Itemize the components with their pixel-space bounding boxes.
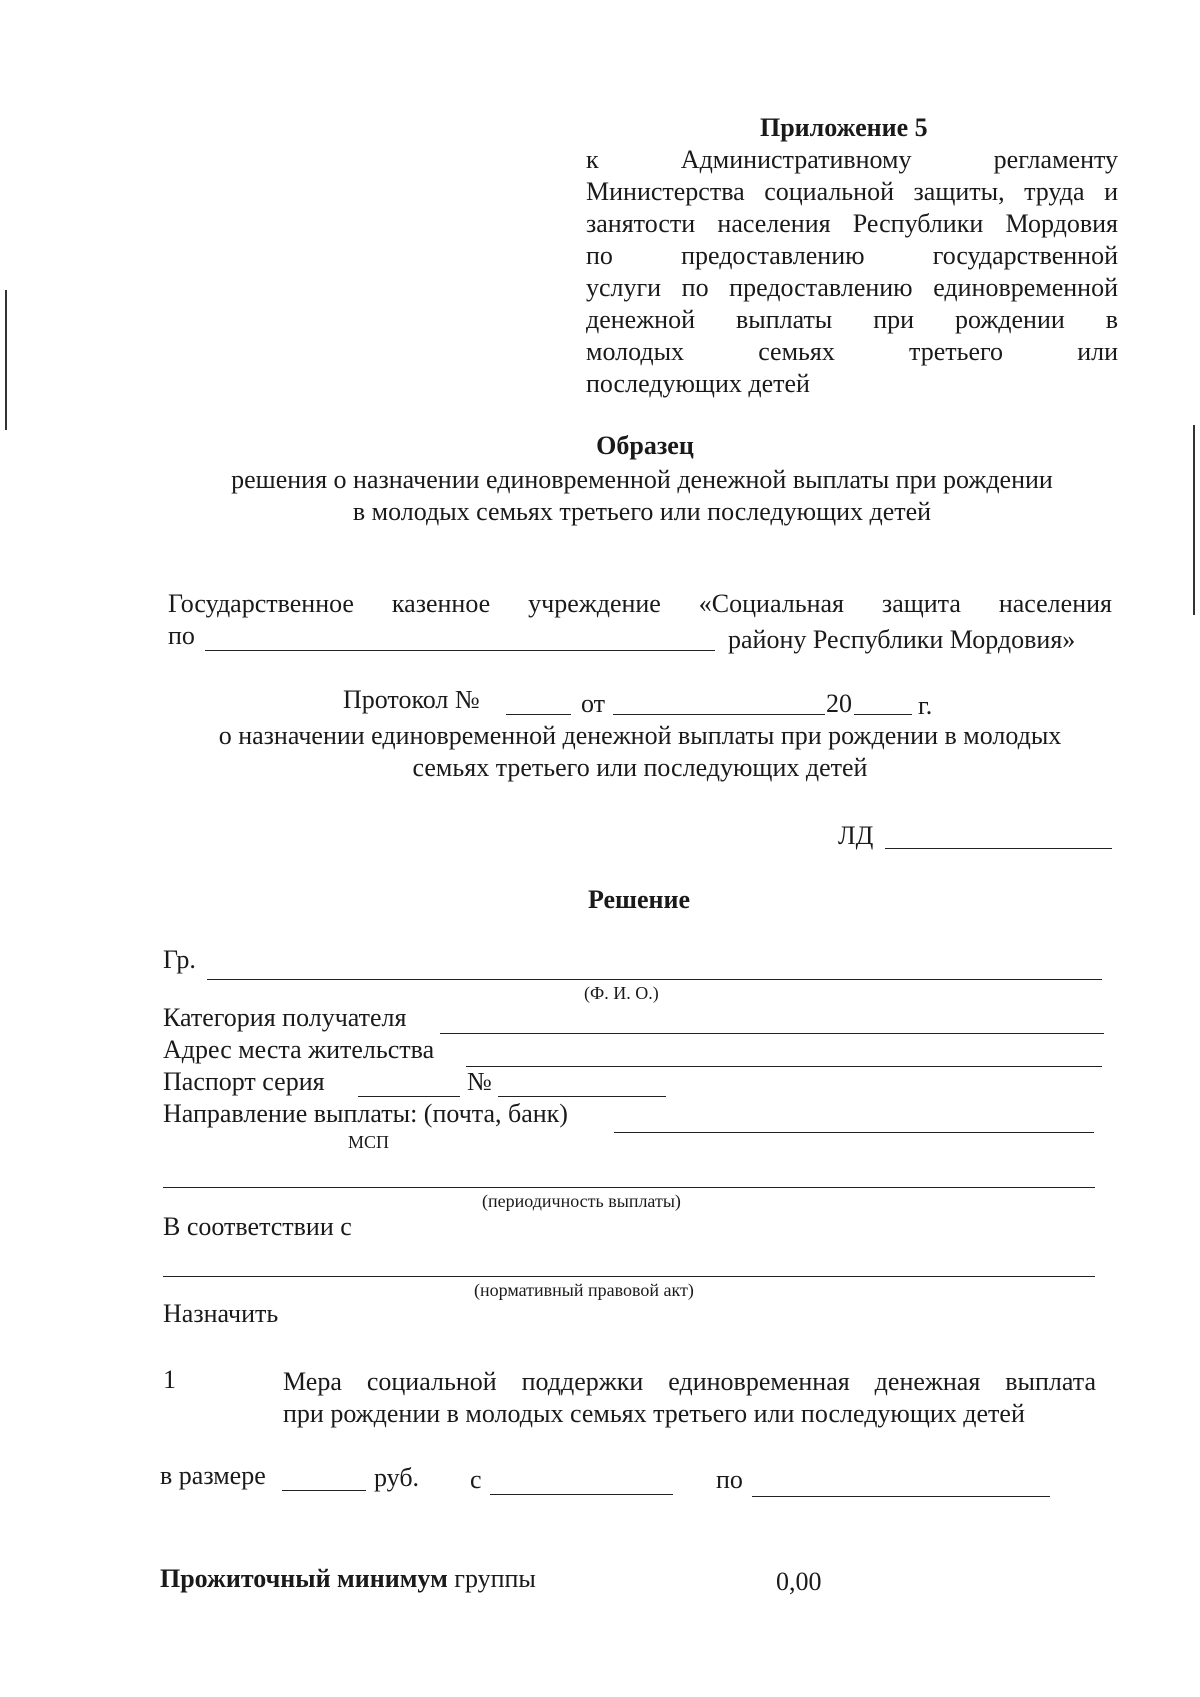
subsistence-label-rest: группы [454, 1564, 536, 1593]
citizen-fio-field[interactable] [207, 979, 1102, 980]
protocol-date-field[interactable] [613, 714, 825, 715]
legal-act-hint: (нормативный правовой акт) [474, 1280, 694, 1300]
category-field[interactable] [440, 1033, 1104, 1034]
protocol-year-prefix: 20 [826, 689, 852, 718]
appendix-line-3: занятости населения Республики Мордовия [586, 209, 1118, 238]
institution-prefix: по [168, 621, 195, 650]
amount-to-field[interactable] [752, 1496, 1050, 1497]
address-label: Адрес места жительства [163, 1035, 435, 1064]
passport-series-field[interactable] [358, 1096, 460, 1097]
assign-label: Назначить [163, 1299, 279, 1328]
periodicity-hint: (периодичность выплаты) [482, 1191, 681, 1211]
according-label: В соответствии с [163, 1212, 352, 1241]
appendix-line-2: Министерства социальной защиты, труда и [586, 177, 1118, 206]
amount-to-label: по [716, 1465, 743, 1494]
decision-heading: Решение [587, 885, 691, 914]
measure-line-2: при рождении в молодых семьях третьего или последующих детей [283, 1399, 1025, 1428]
ld-field[interactable] [885, 848, 1112, 849]
left-scan-mark [5, 290, 7, 430]
category-label: Категория получателя [163, 1003, 407, 1032]
subsistence-value: 0,00 [776, 1567, 822, 1596]
institution-suffix: району Республики Мордовия» [728, 625, 1076, 654]
passport-number-label: № [467, 1067, 492, 1096]
institution-line-1: Государственное казенное учреждение «Социальная защита населения [168, 589, 1112, 618]
passport-number-field[interactable] [498, 1096, 666, 1097]
payment-direction-label: Направление выплаты: (почта, банк) [163, 1099, 568, 1128]
protocol-from: от [581, 689, 606, 718]
appendix-line-4: по предоставлению государственной [586, 241, 1118, 270]
fio-hint: (Ф. И. О.) [584, 983, 659, 1003]
passport-series-label: Паспорт серия [163, 1067, 325, 1096]
protocol-year-suffix: г. [918, 691, 933, 720]
citizen-label: Гр. [163, 945, 196, 974]
appendix-line-7: молодых семьях третьего или [586, 337, 1118, 366]
amount-field[interactable] [282, 1490, 366, 1491]
measure-number: 1 [163, 1365, 176, 1394]
protocol-number-field[interactable] [506, 714, 571, 715]
protocol-desc-1: о назначении единовременной денежной выплаты при рождении в молодых [218, 721, 1062, 750]
subsistence-bold-label: Прожиточный минимум [160, 1564, 448, 1593]
appendix-title: Приложение 5 [760, 113, 928, 142]
protocol-label: Протокол № [343, 685, 480, 714]
protocol-year-field[interactable] [854, 714, 912, 715]
amount-currency: руб. [374, 1463, 420, 1492]
msp-label: МСП [348, 1132, 390, 1152]
sample-subtitle-1: решения о назначении единовременной денежной выплаты при рождении [231, 465, 1053, 494]
district-field[interactable] [205, 650, 715, 651]
protocol-desc-2: семьях третьего или последующих детей [412, 753, 868, 782]
periodicity-field[interactable] [163, 1187, 1095, 1188]
appendix-line-8: последующих детей [586, 369, 810, 398]
appendix-line-1: к Административному регламенту [586, 145, 1118, 174]
amount-size-label: в размере [160, 1461, 266, 1490]
subsistence-row [160, 1563, 536, 1595]
measure-line-1: Мера социальной поддержки единовременная денежная выплата [283, 1367, 1096, 1396]
appendix-line-6: денежной выплаты при рождении в [586, 305, 1118, 334]
address-field[interactable] [466, 1066, 1102, 1067]
payment-direction-field[interactable] [614, 1132, 1094, 1133]
ld-label: ЛД [838, 821, 874, 850]
sample-heading: Образец [596, 431, 694, 460]
sample-subtitle-2: в молодых семьях третьего или последующих детей [352, 497, 932, 526]
amount-from-field[interactable] [490, 1494, 673, 1495]
amount-from-label: с [470, 1465, 482, 1494]
legal-act-field[interactable] [163, 1276, 1095, 1277]
appendix-line-5: услуги по предоставлению единовременной [586, 273, 1118, 302]
